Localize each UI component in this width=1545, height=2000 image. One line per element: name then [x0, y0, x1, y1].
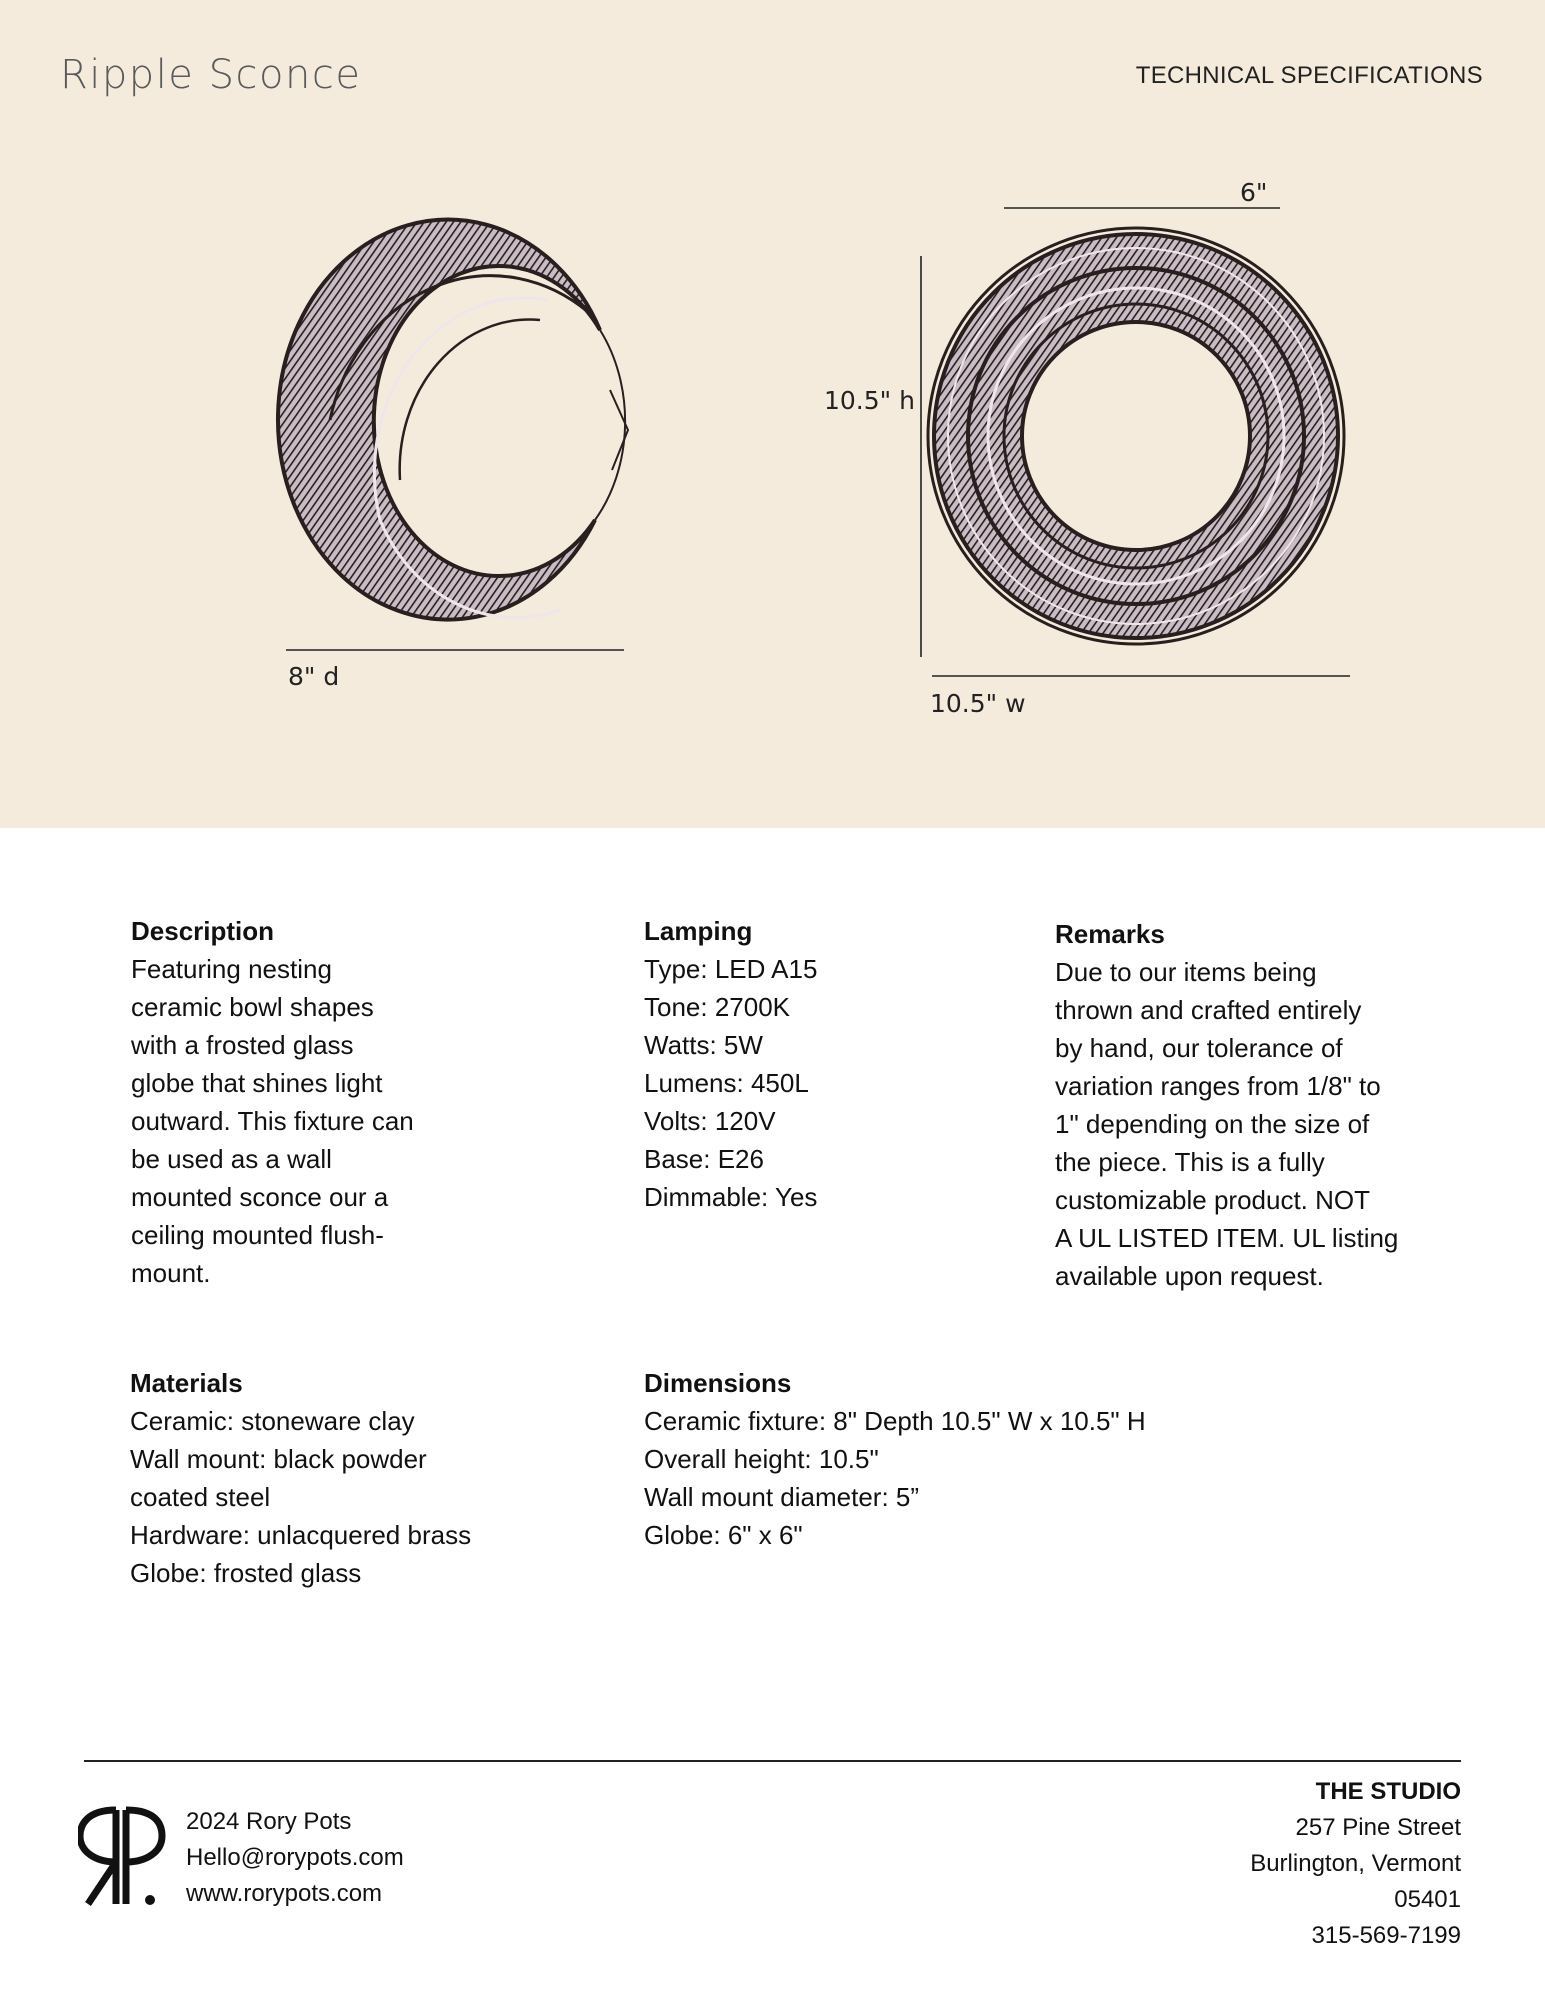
remarks-line: customizable product. NOT	[1055, 1185, 1371, 1215]
lamping-body	[644, 950, 817, 1216]
description-body	[131, 950, 414, 1292]
company-email-link[interactable]: Hello@rorypots.com	[186, 1844, 404, 1871]
remarks-line: 1" depending on the size of	[1055, 1109, 1370, 1139]
dimensions-title: Dimensions	[644, 1368, 792, 1398]
description-line: globe that shines light	[131, 1068, 383, 1098]
lamping-line: Type: LED A15	[644, 954, 818, 984]
description-line: be used as a wall	[131, 1144, 332, 1174]
lamping-line: Watts: 5W	[644, 1030, 763, 1060]
company-info	[186, 1804, 404, 1912]
lamping-line: Tone: 2700K	[644, 992, 791, 1022]
rp-monogram-logo-icon	[78, 1806, 168, 1910]
spec-label: TECHNICAL SPECIFICATIONS	[1135, 62, 1483, 89]
hero-panel	[0, 0, 1545, 828]
dimensions-line: Wall mount diameter: 5”	[644, 1482, 920, 1512]
remarks-line: the piece. This is a fully	[1055, 1147, 1325, 1177]
page-title: Ripple Sconce	[60, 52, 362, 98]
description-line: with a frosted glass	[131, 1030, 354, 1060]
materials-line: Globe: frosted glass	[130, 1558, 362, 1588]
remarks-line: by hand, our tolerance of	[1055, 1033, 1343, 1063]
remarks-line: A UL LISTED ITEM. UL listing	[1055, 1223, 1399, 1253]
lamping-line: Base: E26	[644, 1144, 764, 1174]
remarks-line: Due to our items being	[1055, 957, 1317, 987]
lamping-line: Lumens: 450L	[644, 1068, 809, 1098]
description-line: ceiling mounted flush-	[131, 1220, 384, 1250]
description-line: outward. This fixture can	[131, 1106, 414, 1136]
remarks-line: variation ranges from 1/8" to	[1055, 1071, 1381, 1101]
studio-zip: 05401	[1394, 1886, 1461, 1913]
studio-city: Burlington, Vermont	[1250, 1850, 1461, 1877]
remarks-line: available upon request.	[1055, 1261, 1324, 1291]
description-line: mount.	[131, 1258, 211, 1288]
dimensions-line: Globe: 6" x 6"	[644, 1520, 803, 1550]
description-line: Featuring nesting	[131, 954, 332, 984]
studio-address	[1250, 1774, 1461, 1954]
company-website-link[interactable]: www.rorypots.com	[186, 1880, 383, 1907]
side-view-drawing	[278, 220, 628, 620]
studio-street: 257 Pine Street	[1295, 1814, 1461, 1841]
dimensions-line: Overall height: 10.5"	[644, 1444, 879, 1474]
dimensions-line: Ceramic fixture: 8" Depth 10.5" W x 10.5" H	[644, 1406, 1146, 1436]
remarks-line: thrown and crafted entirely	[1055, 995, 1362, 1025]
front-view-drawing	[928, 228, 1344, 644]
footer-divider	[84, 1760, 1461, 1762]
description-line: ceramic bowl shapes	[131, 992, 374, 1022]
studio-title: THE STUDIO	[1315, 1778, 1461, 1805]
lamping-line: Dimmable: Yes	[644, 1182, 818, 1212]
depth-label: 8" d	[288, 662, 340, 691]
materials-body	[130, 1402, 471, 1592]
materials-line: Ceramic: stoneware clay	[130, 1406, 415, 1436]
materials-line: coated steel	[130, 1482, 271, 1512]
globe-label: 6"	[1240, 178, 1268, 207]
lamping-title: Lamping	[644, 916, 753, 946]
remarks-title: Remarks	[1055, 919, 1165, 949]
remarks-body	[1055, 953, 1398, 1295]
description-title: Description	[131, 916, 275, 946]
studio-phone: 315-569-7199	[1311, 1922, 1461, 1949]
lamping-line: Volts: 120V	[644, 1106, 776, 1136]
dimensions-body	[644, 1402, 1146, 1554]
width-label: 10.5" w	[930, 689, 1026, 718]
materials-line: Hardware: unlacquered brass	[130, 1520, 472, 1550]
height-label: 10.5" h	[824, 386, 915, 415]
materials-title: Materials	[130, 1368, 243, 1398]
materials-line: Wall mount: black powder	[130, 1444, 427, 1474]
description-line: mounted sconce our a	[131, 1182, 389, 1212]
company-name: 2024 Rory Pots	[186, 1808, 352, 1835]
fixture-drawing	[0, 0, 1545, 828]
